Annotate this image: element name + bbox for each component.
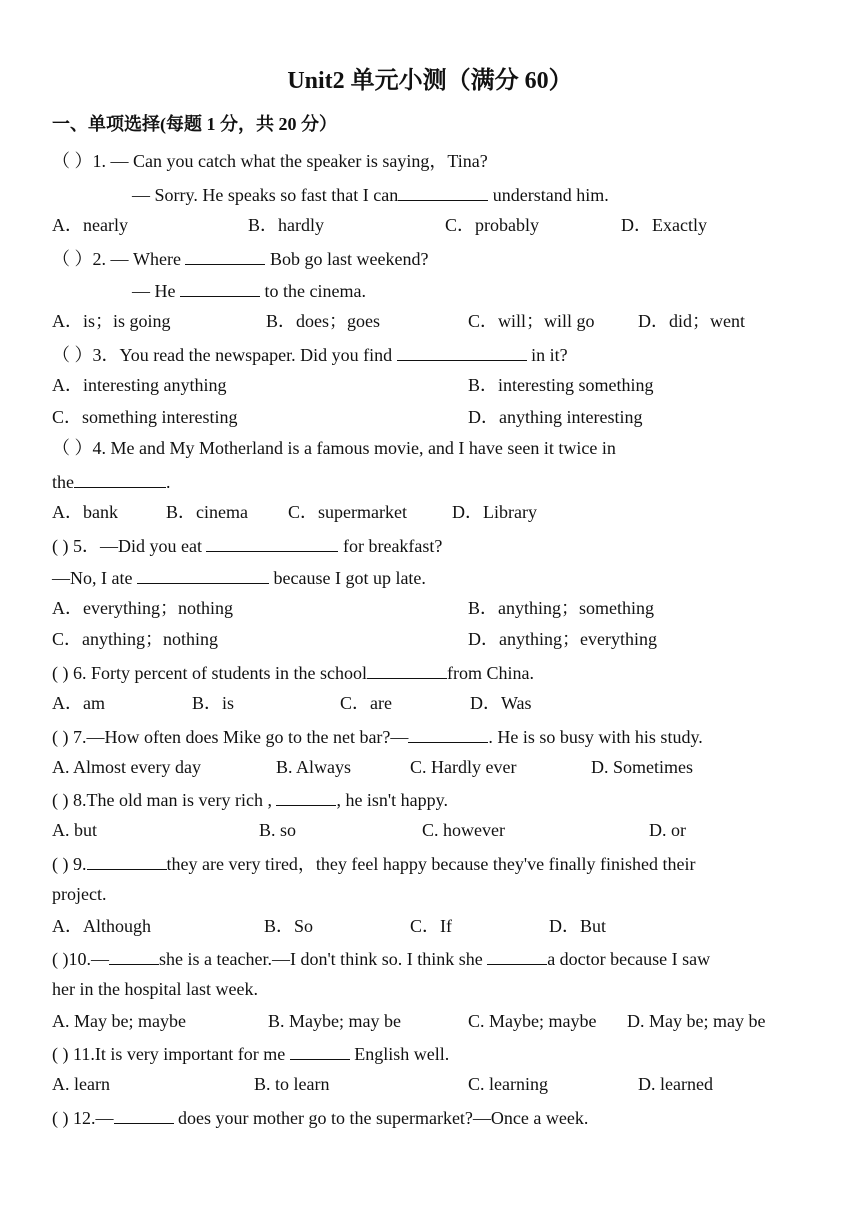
question-1: （ ）1. — Can you catch what the speaker is saying，Tina? (52, 151, 488, 171)
question-4: （ ）4. Me and My Motherland is a famous movie, and I have seen it twice in (52, 438, 616, 458)
option-c: C．probably (445, 215, 539, 235)
option-c: C. learning (468, 1074, 548, 1094)
question-5-answer-line: —No, I ate because I got up late. (52, 565, 426, 589)
answer-blank[interactable] (185, 246, 265, 265)
option-b: B．hardly (248, 215, 324, 235)
option-a: A. Almost every day (52, 757, 201, 777)
question-8: ( ) 8.The old man is very rich , , he isn't happy. (52, 787, 448, 811)
question-10-continued: her in the hospital last week. (52, 979, 258, 999)
question-3: （ ）3．You read the newspaper. Did you find in it? (52, 342, 568, 366)
option-d: D. or (649, 820, 686, 840)
question-7: ( ) 7.—How often does Mike go to the net bar?— . He is so busy with his study. (52, 724, 703, 748)
answer-blank[interactable] (206, 533, 338, 552)
option-b: B．cinema (166, 502, 248, 522)
option-b: B. Always (276, 757, 352, 777)
option-d: D．Library (452, 502, 537, 522)
option-a: A．bank (52, 502, 118, 522)
option-a: A．everything；nothing (52, 598, 233, 618)
option-a: A．interesting anything (52, 375, 227, 395)
question-12: ( ) 12.— does your mother go to the supermarket?—Once a week. (52, 1105, 588, 1129)
answer-blank[interactable] (109, 946, 159, 965)
option-c: C．If (410, 916, 452, 936)
question-2-answer-line: — He to the cinema. (132, 278, 366, 302)
question-10: ( )10.— she is a teacher.—I don't think so. I think she a doctor because I saw (52, 946, 710, 970)
answer-blank[interactable] (397, 342, 527, 361)
question-1-answer-line: — Sorry. He speaks so fast that I can understand him. (132, 182, 609, 206)
option-a: A．Although (52, 916, 151, 936)
answer-blank[interactable] (74, 469, 166, 488)
option-a: A. but (52, 820, 97, 840)
question-6: ( ) 6. Forty percent of students in the school from China. (52, 660, 534, 684)
option-c: C．will；will go (468, 311, 595, 331)
option-b: B. so (259, 820, 297, 840)
option-a: A. May be; maybe (52, 1011, 186, 1031)
answer-blank[interactable] (487, 946, 547, 965)
answer-blank[interactable] (290, 1041, 350, 1060)
question-11: ( ) 11.It is very important for me English well. (52, 1041, 449, 1065)
answer-blank[interactable] (367, 660, 447, 679)
option-d: D．Was (470, 693, 532, 713)
answer-blank[interactable] (87, 851, 167, 870)
option-b: B．anything；something (468, 598, 654, 618)
option-d: D. learned (638, 1074, 713, 1094)
question-9: ( ) 9. they are very tired，they feel happy because they've finally finished their (52, 851, 696, 875)
option-c: C. however (422, 820, 505, 840)
option-c: C. Hardly ever (410, 757, 517, 777)
question-5: ( ) 5．—Did you eat for breakfast? (52, 533, 442, 557)
question-4-continued: the . (52, 469, 171, 493)
option-a: A．am (52, 693, 105, 713)
option-c: C．anything；nothing (52, 629, 218, 649)
answer-blank[interactable] (408, 724, 488, 743)
section-heading: 一、单项选择(每题 1 分，共 20 分） (52, 114, 337, 134)
option-a: A. learn (52, 1074, 110, 1094)
option-c: C．something interesting (52, 407, 238, 427)
option-c: C. Maybe; maybe (468, 1011, 597, 1031)
option-d: D. Sometimes (591, 757, 693, 777)
option-d: D．Exactly (621, 215, 707, 235)
answer-blank[interactable] (137, 565, 269, 584)
answer-blank[interactable] (180, 278, 260, 297)
question-2: （ ）2. — Where Bob go last weekend? (52, 246, 428, 270)
answer-blank[interactable] (114, 1105, 174, 1124)
option-c: C．supermarket (288, 502, 407, 522)
option-b: B．So (264, 916, 314, 936)
answer-blank[interactable] (276, 787, 336, 806)
option-d: D．But (549, 916, 607, 936)
option-d: D. May be; may be (627, 1011, 766, 1031)
question-9-continued: project. (52, 884, 107, 904)
page-title: Unit2 单元小测（满分 60） (287, 68, 573, 94)
option-b: B. Maybe; may be (268, 1011, 401, 1031)
option-b: B．is (192, 693, 235, 713)
option-c: C．are (340, 693, 392, 713)
option-d: D．anything interesting (468, 407, 643, 427)
option-b: B．does；goes (266, 311, 380, 331)
answer-blank[interactable] (398, 182, 488, 201)
option-b: B．interesting something (468, 375, 654, 395)
option-b: B. to learn (254, 1074, 330, 1094)
option-a: A．nearly (52, 215, 128, 235)
option-a: A．is；is going (52, 311, 171, 331)
option-d: D．did；went (638, 311, 745, 331)
option-d: D．anything；everything (468, 629, 657, 649)
